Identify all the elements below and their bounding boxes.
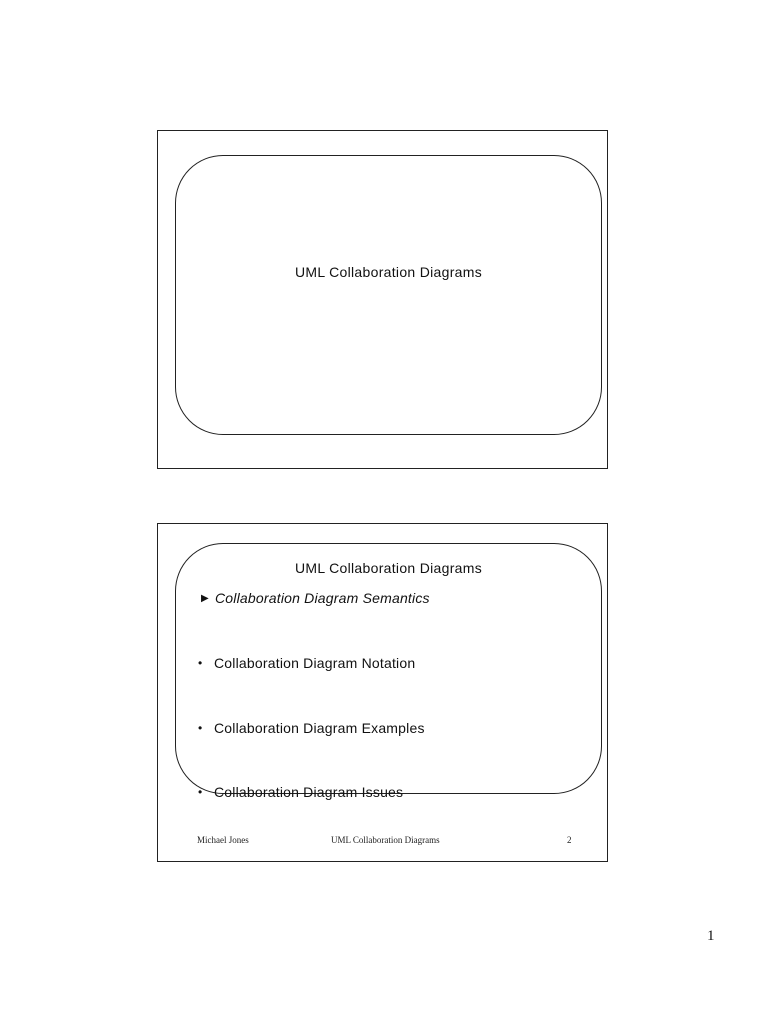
triangle-bullet-icon: ▶ [201,592,209,604]
topic-item [198,720,425,736]
topic-item [198,784,403,800]
topic-item [198,655,415,671]
slide-1 [157,130,608,469]
slide-1-title: UML Collaboration Diagrams [294,264,483,280]
topic-label: Collaboration Diagram Examples [214,720,425,736]
bullet-icon: • [198,785,203,799]
slide-2-panel [175,543,602,800]
topic-label: Collaboration Diagram Notation [214,655,416,671]
slide-2-title: UML Collaboration Diagrams [294,560,483,576]
slide-2 [157,523,608,862]
bullet-icon: • [198,656,203,670]
footer-title: UML Collaboration Diagrams [331,835,440,845]
footer-slide-number: 2 [567,835,572,845]
topic-label: Collaboration Diagram Issues [214,784,404,800]
bullet-icon: • [198,721,203,735]
footer-author: Michael Jones [197,835,249,845]
page-number: 1 [707,928,715,944]
current-topic-item [201,590,430,606]
slide-1-panel [175,155,602,435]
current-topic-label: Collaboration Diagram Semantics [215,590,430,606]
